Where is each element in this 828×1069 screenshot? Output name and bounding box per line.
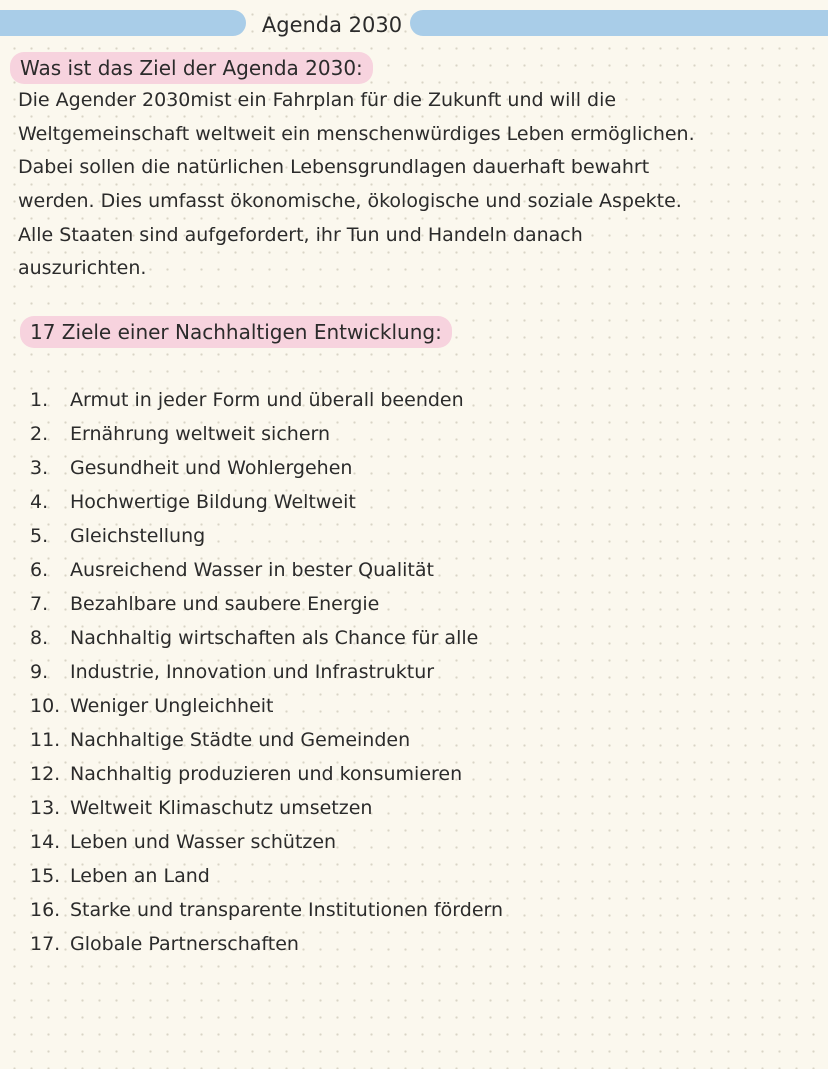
goal-text: Leben an Land (70, 865, 210, 887)
list-item (30, 451, 503, 485)
goal-number: 4. (30, 491, 49, 513)
intro-paragraph (18, 84, 818, 286)
goal-number: 12. (30, 763, 61, 785)
title-bar-left-decoration (0, 10, 246, 36)
sdg-heading: 17 Ziele einer Nachhaltigen Entwicklung: (20, 316, 452, 348)
list-item (30, 519, 503, 553)
title-bar-right-decoration (410, 10, 828, 36)
goal-number: 16. (30, 899, 61, 921)
list-item (30, 859, 503, 893)
list-item (30, 485, 503, 519)
list-item (30, 723, 503, 757)
list-item (30, 825, 503, 859)
goal-text: Ausreichend Wasser in bester Qualität (70, 559, 434, 581)
goal-number: 15. (30, 865, 61, 887)
intro-line: Dabei sollen die natürlichen Lebensgrundlagen dauerhaft bewahrt (18, 156, 650, 179)
goal-number: 11. (30, 729, 61, 751)
list-item (30, 927, 503, 961)
goal-text: Gesundheit und Wohlergehen (70, 457, 353, 479)
goal-text: Ernährung weltweit sichern (70, 423, 331, 445)
goal-text: Globale Partnerschaften (70, 933, 299, 955)
intro-line: werden. Dies umfasst ökonomische, ökologische und soziale Aspekte. (18, 190, 682, 213)
sdg-goal-list (30, 383, 503, 961)
goal-text: Nachhaltige Städte und Gemeinden (70, 729, 411, 751)
goal-text: Industrie, Innovation und Infrastruktur (70, 661, 435, 683)
goal-text: Bezahlbare und saubere Energie (70, 593, 380, 615)
goal-number: 3. (30, 457, 49, 479)
list-item (30, 655, 503, 689)
goal-text: Weltweit Klimaschutz umsetzen (70, 797, 373, 819)
page-title: Agenda 2030 (261, 13, 403, 37)
intro-line: auszurichten. (18, 257, 147, 280)
list-item (30, 587, 503, 621)
list-item (30, 893, 503, 927)
intro-line: Weltgemeinschaft weltweit ein menschenwürdiges Leben ermöglichen. (18, 122, 695, 145)
list-item (30, 383, 503, 417)
list-item (30, 417, 503, 451)
goal-number: 1. (30, 389, 49, 411)
goal-text: Weniger Ungleichheit (70, 695, 274, 717)
goal-number: 17. (30, 933, 61, 955)
goal-text: Nachhaltig produzieren und konsumieren (70, 763, 463, 785)
goal-number: 9. (30, 661, 49, 683)
goal-number: 13. (30, 797, 61, 819)
goal-number: 6. (30, 559, 49, 581)
intro-line: Alle Staaten sind aufgefordert, ihr Tun und Handeln danach (18, 223, 583, 246)
goal-text: Hochwertige Bildung Weltweit (70, 491, 356, 513)
goal-number: 8. (30, 627, 49, 649)
intro-line: Die Agender 2030mist ein Fahrplan für die Zukunft und will die (18, 89, 617, 111)
goal-text: Leben und Wasser schützen (70, 831, 337, 853)
goal-text: Gleichstellung (70, 525, 206, 547)
list-item (30, 553, 503, 587)
goal-number: 10. (30, 695, 61, 717)
goal-number: 5. (30, 525, 49, 547)
goal-heading: Was ist das Ziel der Agenda 2030: (10, 52, 373, 84)
goal-text: Starke und transparente Institutionen fördern (70, 899, 504, 921)
goal-number: 14. (30, 831, 61, 853)
list-item (30, 791, 503, 825)
list-item (30, 757, 503, 791)
list-item (30, 689, 503, 723)
list-item (30, 621, 503, 655)
goal-number: 2. (30, 423, 49, 445)
goal-text: Armut in jeder Form und überall beenden (70, 389, 464, 411)
goal-number: 7. (30, 593, 49, 615)
goal-text: Nachhaltig wirtschaften als Chance für alle (70, 627, 479, 649)
